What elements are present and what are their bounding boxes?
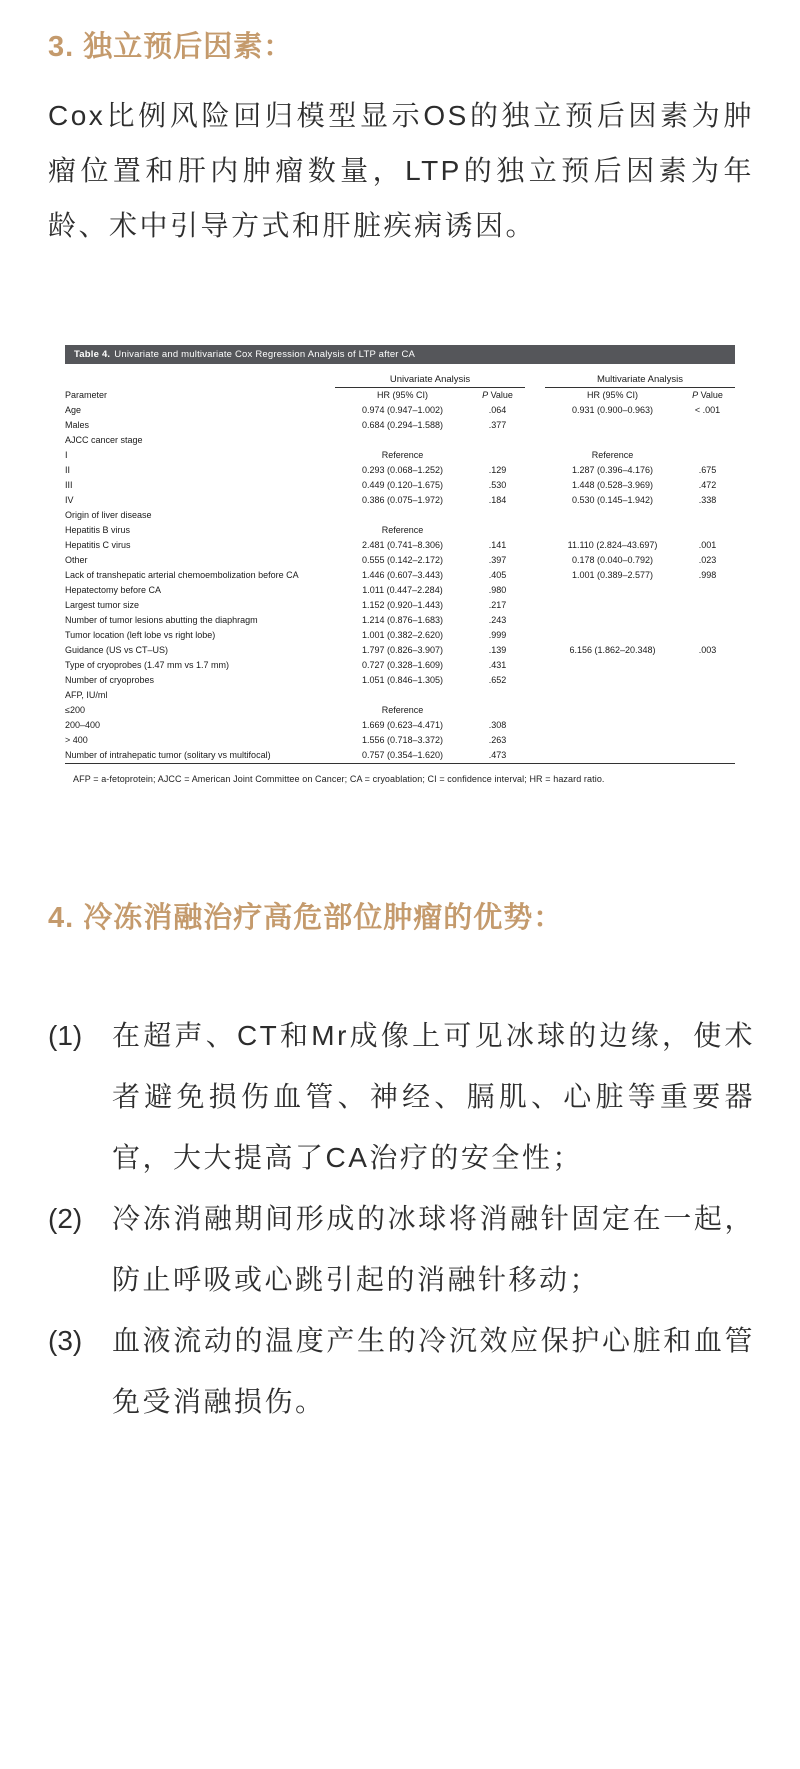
table-cell: Age bbox=[65, 405, 82, 415]
table-cell: 0.293 (0.068–1.252) bbox=[361, 465, 444, 475]
table-cell: I bbox=[65, 450, 68, 460]
table-cell bbox=[680, 448, 735, 463]
table-cell: 1.011 (0.447–2.284) bbox=[362, 585, 443, 595]
table-cell: 0.555 (0.142–2.172) bbox=[361, 555, 444, 565]
table-cell: Reference bbox=[381, 450, 424, 460]
table-cell bbox=[525, 448, 545, 463]
table-cell: 1.448 (0.528–3.969) bbox=[571, 480, 654, 490]
table-cell: 0.530 (0.145–1.942) bbox=[571, 495, 654, 505]
table-cell bbox=[525, 733, 545, 748]
table-cell: .652 bbox=[488, 675, 507, 685]
table-cell: .003 bbox=[698, 645, 717, 655]
table-cell bbox=[525, 418, 545, 433]
cox-table-body bbox=[65, 403, 735, 764]
list-item bbox=[48, 1005, 755, 1188]
table-cell: .001 bbox=[698, 540, 717, 550]
table-title-bar bbox=[65, 345, 735, 364]
table-cell bbox=[680, 523, 735, 538]
table-cell: 11.110 (2.824–43.697) bbox=[567, 540, 658, 550]
table-cell bbox=[545, 688, 680, 703]
table-cell bbox=[335, 688, 470, 703]
table-row bbox=[65, 568, 735, 583]
table-cell bbox=[545, 583, 680, 598]
table-cell: 1.214 (0.876–1.683) bbox=[361, 615, 444, 625]
cox-table bbox=[65, 372, 735, 764]
table-cell: 0.684 (0.294–1.588) bbox=[361, 420, 444, 430]
table-cell: 1.152 (0.920–1.443) bbox=[361, 600, 444, 610]
table-cell bbox=[470, 433, 525, 448]
table-row bbox=[65, 658, 735, 673]
table-cell: .999 bbox=[488, 630, 507, 640]
table-title: Univariate and multivariate Cox Regression Analysis of LTP after CA bbox=[114, 349, 416, 360]
section-3-paragraph: Cox比例风险回归模型显示OS的独立预后因素为肿瘤位置和肝内肿瘤数量，LTP的独立预后因素为年龄、术中引导方式和肝脏疾病诱因。 bbox=[48, 100, 754, 241]
table-row bbox=[65, 718, 735, 733]
table-cell bbox=[680, 703, 735, 718]
table-cell: Reference bbox=[591, 450, 634, 460]
table-row bbox=[65, 583, 735, 598]
table-row bbox=[65, 613, 735, 628]
table-cell bbox=[545, 673, 680, 688]
table-cell bbox=[525, 688, 545, 703]
table-cell: Hepatectomy before CA bbox=[65, 585, 162, 595]
table-cell: 6.156 (1.862–20.348) bbox=[569, 645, 656, 655]
table-cell bbox=[680, 673, 735, 688]
table-row bbox=[65, 643, 735, 658]
table-row bbox=[65, 508, 735, 523]
table-cell: .472 bbox=[698, 480, 717, 490]
table-cell: .405 bbox=[488, 570, 507, 580]
table-cell: .308 bbox=[488, 720, 507, 730]
table-cell: .530 bbox=[488, 480, 507, 490]
list-item-text: 在超声、CT和Mr成像上可见冰球的边缘，使术者避免损伤血管、神经、膈肌、心脏等重要器官，大大提高了CA治疗的安全性； bbox=[112, 1020, 755, 1173]
table-cell bbox=[525, 508, 545, 523]
table-row bbox=[65, 493, 735, 508]
table-row bbox=[65, 628, 735, 643]
table-row bbox=[65, 673, 735, 688]
table-cell: Guidance (US vs CT–US) bbox=[65, 645, 169, 655]
table-cell bbox=[545, 658, 680, 673]
list-item-number: (2) bbox=[48, 1203, 83, 1234]
table-cell: .064 bbox=[488, 405, 507, 415]
list-item bbox=[48, 1188, 755, 1310]
table-cell: Reference bbox=[381, 525, 424, 535]
table-row bbox=[65, 598, 735, 613]
table-cell bbox=[545, 523, 680, 538]
table-cell: 1.556 (0.718–3.372) bbox=[361, 735, 444, 745]
table-cell bbox=[680, 433, 735, 448]
table-row bbox=[65, 403, 735, 418]
table-cell: IV bbox=[65, 495, 74, 505]
table-cell bbox=[680, 508, 735, 523]
table-cell: Number of cryoprobes bbox=[65, 675, 155, 685]
table-cell: Other bbox=[65, 555, 88, 565]
table-cell: Lack of transhepatic arterial chemoembolization before CA bbox=[65, 570, 299, 580]
column-group-multivariate: Multivariate Analysis bbox=[545, 372, 735, 388]
table-cell: Hepatitis B virus bbox=[65, 525, 131, 535]
table-cell: 0.727 (0.328–1.609) bbox=[361, 660, 444, 670]
table-cell: 1.001 (0.389–2.577) bbox=[571, 570, 654, 580]
list-item-text: 血液流动的温度产生的冷沉效应保护心脏和血管免受消融损伤。 bbox=[112, 1325, 755, 1417]
column-header-parameter: Parameter bbox=[65, 390, 108, 400]
table-cell bbox=[525, 553, 545, 568]
list-item-number: (3) bbox=[48, 1325, 83, 1356]
table-cell: .980 bbox=[488, 585, 507, 595]
table-row bbox=[65, 703, 735, 718]
table-cell bbox=[470, 688, 525, 703]
table-cell bbox=[680, 688, 735, 703]
table-cell bbox=[680, 658, 735, 673]
table-cell: AFP, IU/ml bbox=[65, 690, 108, 700]
table-cell: 0.974 (0.947–1.002) bbox=[361, 405, 444, 415]
table-cell: .338 bbox=[698, 495, 717, 505]
table-cell bbox=[525, 748, 545, 764]
table-cell: 0.757 (0.354–1.620) bbox=[361, 750, 444, 760]
table-cell: Origin of liver disease bbox=[65, 510, 152, 520]
cox-regression-table-figure bbox=[65, 345, 735, 785]
table-cell: .243 bbox=[488, 615, 507, 625]
table-cell bbox=[680, 613, 735, 628]
table-cell: 1.669 (0.623–4.471) bbox=[361, 720, 444, 730]
table-cell: < .001 bbox=[694, 405, 721, 415]
table-row bbox=[65, 418, 735, 433]
table-cell bbox=[545, 718, 680, 733]
table-cell: .675 bbox=[698, 465, 717, 475]
table-cell bbox=[525, 628, 545, 643]
table-row bbox=[65, 523, 735, 538]
table-cell: AJCC cancer stage bbox=[65, 435, 143, 445]
table-cell: Largest tumor size bbox=[65, 600, 140, 610]
table-cell bbox=[470, 703, 525, 718]
table-cell bbox=[680, 583, 735, 598]
list-item-number: (1) bbox=[48, 1020, 83, 1051]
table-row bbox=[65, 688, 735, 703]
table-cell: 2.481 (0.741–8.306) bbox=[361, 540, 444, 550]
table-cell: 0.386 (0.075–1.972) bbox=[361, 495, 444, 505]
advantages-list bbox=[48, 1005, 755, 1432]
table-cell: .217 bbox=[488, 600, 507, 610]
table-cell: .473 bbox=[488, 750, 507, 760]
table-cell bbox=[525, 643, 545, 658]
table-cell: .377 bbox=[488, 420, 507, 430]
table-cell bbox=[525, 568, 545, 583]
cox-table-header bbox=[65, 372, 735, 403]
column-header-uni-hr: HR (95% CI) bbox=[376, 390, 428, 400]
column-header-uni-p: P Value bbox=[482, 390, 513, 400]
table-row bbox=[65, 538, 735, 553]
table-row bbox=[65, 733, 735, 748]
table-cell: Hepatitis C virus bbox=[65, 540, 131, 550]
table-cell bbox=[525, 583, 545, 598]
table-cell bbox=[525, 673, 545, 688]
table-cell: 1.446 (0.607–3.443) bbox=[361, 570, 444, 580]
table-cell: 1.051 (0.846–1.305) bbox=[361, 675, 444, 685]
table-cell bbox=[470, 448, 525, 463]
table-cell: .129 bbox=[488, 465, 507, 475]
table-cell bbox=[470, 508, 525, 523]
table-cell bbox=[525, 718, 545, 733]
table-cell: III bbox=[65, 480, 73, 490]
table-cell bbox=[525, 433, 545, 448]
table-cell bbox=[525, 613, 545, 628]
table-footnote: AFP = a-fetoprotein; AJCC = American Joint Committee on Cancer; CA = cryoablation; CI = confidence interval; HR = hazard ratio. bbox=[73, 774, 605, 784]
table-cell: .263 bbox=[488, 735, 507, 745]
table-cell bbox=[525, 703, 545, 718]
table-cell bbox=[680, 733, 735, 748]
table-cell bbox=[525, 478, 545, 493]
table-cell: .431 bbox=[488, 660, 507, 670]
column-header-multi-p: P Value bbox=[692, 390, 723, 400]
table-cell: 0.931 (0.900–0.963) bbox=[571, 405, 654, 415]
table-number: Table 4. bbox=[74, 349, 111, 360]
table-row bbox=[65, 553, 735, 568]
column-gap bbox=[525, 372, 545, 403]
table-cell: > 400 bbox=[65, 735, 88, 745]
table-cell: 200–400 bbox=[65, 720, 101, 730]
table-cell bbox=[525, 403, 545, 418]
table-cell: Type of cryoprobes (1.47 mm vs 1.7 mm) bbox=[65, 660, 230, 670]
table-cell: .141 bbox=[488, 540, 507, 550]
table-cell bbox=[525, 538, 545, 553]
column-header-multi-hr: HR (95% CI) bbox=[586, 390, 638, 400]
table-cell: 1.797 (0.826–3.907) bbox=[361, 645, 444, 655]
table-cell: .184 bbox=[488, 495, 507, 505]
table-cell bbox=[335, 433, 470, 448]
table-cell bbox=[545, 703, 680, 718]
table-cell bbox=[545, 733, 680, 748]
table-row bbox=[65, 448, 735, 463]
table-cell bbox=[680, 718, 735, 733]
list-item bbox=[48, 1310, 755, 1432]
table-cell: .139 bbox=[488, 645, 507, 655]
table-cell: Tumor location (left lobe vs right lobe) bbox=[65, 630, 216, 640]
table-row bbox=[65, 433, 735, 448]
table-cell bbox=[525, 598, 545, 613]
table-cell: 0.178 (0.040–0.792) bbox=[571, 555, 654, 565]
table-cell: Males bbox=[65, 420, 90, 430]
table-cell: Number of tumor lesions abutting the diaphragm bbox=[65, 615, 258, 625]
table-cell: 1.287 (0.396–4.176) bbox=[571, 465, 654, 475]
table-cell bbox=[525, 493, 545, 508]
table-cell bbox=[545, 598, 680, 613]
table-row bbox=[65, 463, 735, 478]
table-cell bbox=[335, 508, 470, 523]
table-cell: Reference bbox=[381, 705, 424, 715]
table-cell bbox=[680, 628, 735, 643]
list-item-text: 冷冻消融期间形成的冰球将消融针固定在一起，防止呼吸或心跳引起的消融针移动； bbox=[112, 1203, 755, 1295]
section-3-heading: 3. 独立预后因素： bbox=[48, 31, 294, 63]
table-cell bbox=[470, 523, 525, 538]
table-cell bbox=[525, 523, 545, 538]
table-row bbox=[65, 748, 735, 764]
table-cell: .397 bbox=[488, 555, 507, 565]
table-cell: .023 bbox=[698, 555, 717, 565]
table-row bbox=[65, 478, 735, 493]
section-4-heading: 4. 冷冻消融治疗高危部位肿瘤的优势： bbox=[48, 902, 564, 934]
table-cell bbox=[525, 658, 545, 673]
table-cell: 1.001 (0.382–2.620) bbox=[361, 630, 444, 640]
table-cell bbox=[545, 433, 680, 448]
table-cell bbox=[545, 613, 680, 628]
table-cell: ≤200 bbox=[65, 705, 85, 715]
table-cell bbox=[525, 463, 545, 478]
table-cell: Number of intrahepatic tumor (solitary vs multifocal) bbox=[65, 750, 271, 760]
table-cell bbox=[545, 628, 680, 643]
table-cell bbox=[680, 598, 735, 613]
table-cell: II bbox=[65, 465, 71, 475]
table-cell: .998 bbox=[698, 570, 717, 580]
table-cell: 0.449 (0.120–1.675) bbox=[361, 480, 444, 490]
table-cell bbox=[545, 508, 680, 523]
table-cell bbox=[545, 748, 680, 764]
table-cell bbox=[680, 418, 735, 433]
table-cell bbox=[680, 748, 735, 764]
column-group-univariate: Univariate Analysis bbox=[335, 372, 525, 388]
table-cell bbox=[545, 418, 680, 433]
